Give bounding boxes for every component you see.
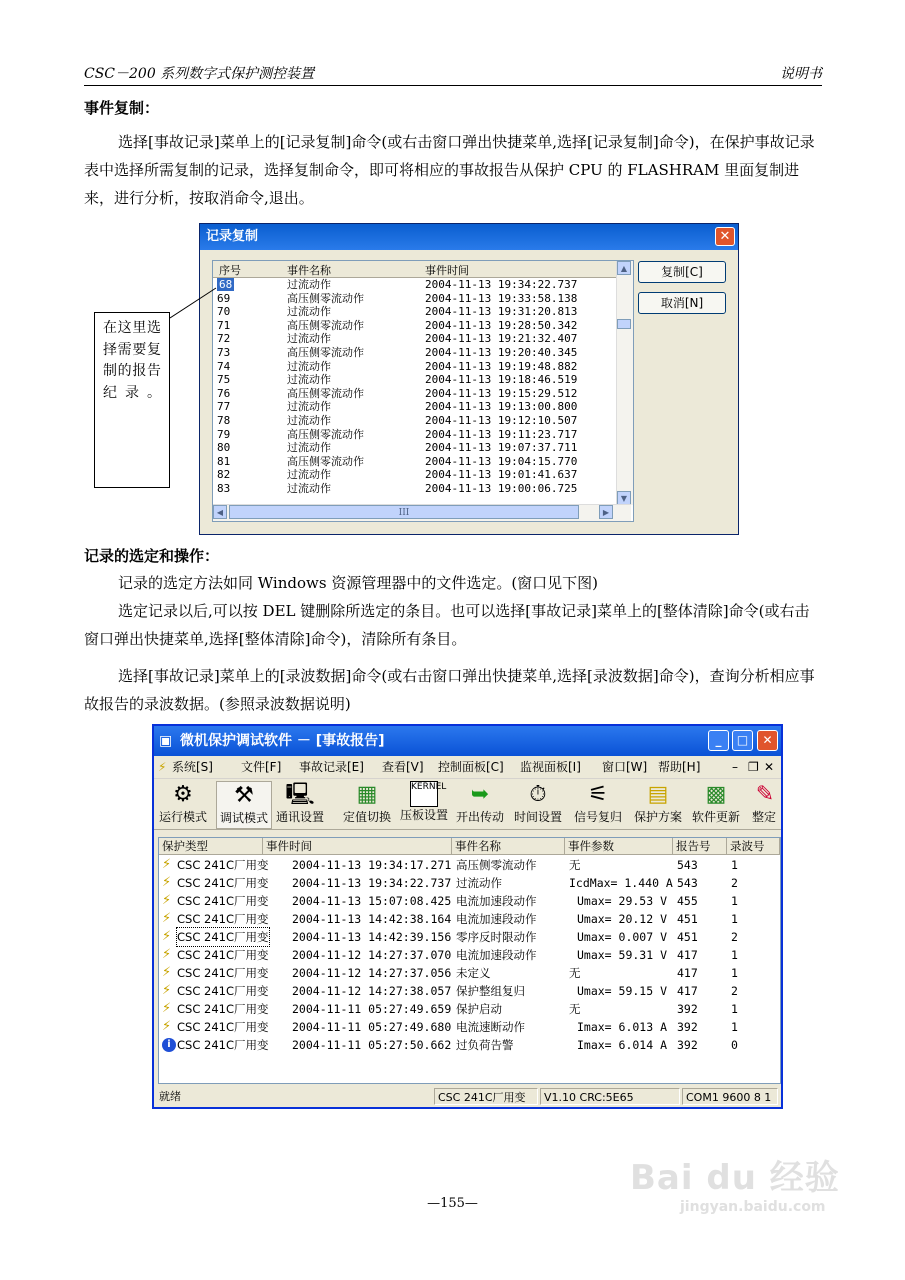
list-item[interactable] [213, 482, 616, 496]
watermark-brand: Bai du 经验 [630, 1158, 840, 1198]
table-row[interactable] [159, 1000, 780, 1018]
row-wave: 1 [731, 894, 738, 908]
row-report: 417 [677, 948, 698, 962]
table-row[interactable] [159, 874, 780, 892]
column-header[interactable]: 事件参数 [565, 838, 673, 854]
pen-icon: ✎ [755, 782, 775, 807]
lightning-icon: ⚡ [162, 929, 172, 944]
list-header [213, 261, 616, 278]
column-header[interactable]: 事件名称 [452, 838, 565, 854]
lightning-icon: ⚡ [162, 857, 172, 872]
row-event: 过流动作 [287, 468, 331, 482]
scroll-down-icon[interactable]: ▼ [617, 491, 631, 505]
list-item[interactable] [213, 441, 616, 455]
row-event: 过流动作 [287, 373, 331, 387]
row-time: 2004-11-12 14:27:37.056 [292, 966, 452, 980]
lightning-icon: ⚡ [162, 875, 172, 890]
row-event: 高压侧零流动作 [287, 318, 364, 332]
row-index: 71 [217, 318, 231, 332]
run-mode-button[interactable] [156, 781, 210, 827]
row-param: 无 [569, 966, 581, 980]
select-paragraph-1: 记录的选定方法如同 Windows 资源管理器中的文件选定。(窗口见下图) [118, 574, 599, 592]
row-time: 2004-11-11 05:27:49.659 [292, 1002, 452, 1016]
list-item[interactable] [213, 455, 616, 469]
cancel-button[interactable]: 取消[N] [638, 292, 726, 314]
tool-label: 压板设置 [399, 808, 448, 822]
menu-control[interactable]: 控制面板[C] [438, 760, 504, 774]
mdi-minimize-icon[interactable]: – [732, 760, 738, 774]
mdi-close-icon[interactable]: ✕ [764, 760, 775, 774]
tool-label: 调试模式 [219, 811, 268, 825]
lightning-icon: ⚡ [162, 947, 172, 962]
list-item[interactable] [213, 360, 616, 374]
list-item[interactable] [213, 319, 616, 333]
row-event: 过流动作 [287, 400, 331, 414]
circuit-icon: ▤ [647, 782, 669, 807]
baidu-watermark [630, 1150, 840, 1215]
row-event: 过流动作 [287, 441, 331, 455]
debug-mode-button[interactable] [216, 781, 272, 829]
table-row[interactable] [159, 1036, 780, 1054]
row-index: 73 [217, 346, 231, 359]
row-index: 72 [217, 332, 231, 346]
table-row[interactable] [159, 928, 780, 946]
row-time: 2004-11-12 14:27:37.070 [292, 948, 452, 962]
row-report: 417 [677, 984, 698, 998]
status-device: CSC 241C厂用变 [434, 1088, 538, 1105]
row-type: CSC 241C厂用变 [177, 948, 269, 962]
row-time: 2004-11-13 19:28:50.342 [425, 318, 578, 332]
row-index: 69 [217, 291, 231, 305]
list-item[interactable] [213, 414, 616, 428]
chip-icon: ▩ [705, 782, 727, 807]
row-event: 高压侧零流动作 [456, 858, 537, 872]
record-list[interactable] [212, 260, 634, 522]
menu-system[interactable]: 系统[S] [172, 760, 213, 774]
row-index: 75 [217, 373, 231, 387]
list-item[interactable] [213, 305, 616, 319]
row-time: 2004-11-13 19:19:48.882 [425, 359, 578, 373]
list-item[interactable] [213, 387, 616, 401]
kernel-label: KERNEL [411, 782, 447, 792]
close-icon[interactable]: ✕ [715, 227, 735, 246]
row-event: 高压侧零流动作 [287, 454, 364, 468]
lightning-icon: ⚡ [162, 911, 172, 926]
row-index: 74 [217, 359, 231, 373]
row-type: CSC 241C厂用变 [177, 1020, 269, 1034]
app-title: 微机保护调试软件 － [事故报告] [180, 733, 385, 749]
row-type: CSC 241C厂用变 [177, 984, 269, 998]
row-wave: 1 [731, 1002, 738, 1016]
tool-label: 开出传动 [455, 810, 504, 824]
row-report: 451 [677, 912, 698, 926]
row-report: 392 [677, 1038, 698, 1052]
row-wave: 1 [731, 1020, 738, 1034]
row-report: 455 [677, 894, 698, 908]
row-param: 无 [569, 858, 581, 872]
scroll-thumb[interactable] [617, 319, 631, 329]
table-row[interactable] [159, 964, 780, 982]
setting-switch-button[interactable] [340, 781, 394, 827]
row-time: 2004-11-13 19:01:41.637 [425, 468, 578, 482]
row-time: 2004-11-13 19:04:15.770 [425, 454, 578, 468]
menu-view[interactable]: 查看[V] [382, 760, 424, 774]
row-wave: 0 [731, 1038, 738, 1052]
row-param: Umax= 0.007 V [576, 930, 667, 944]
list-item[interactable] [213, 428, 616, 442]
table-row[interactable] [159, 892, 780, 910]
row-event: 高压侧零流动作 [287, 291, 364, 305]
row-type: CSC 241C厂用变 [177, 912, 269, 926]
scroll-hthumb[interactable]: III [229, 505, 579, 519]
plate-settings-button[interactable] [398, 781, 450, 827]
row-time: 2004-11-13 19:18:46.519 [425, 373, 578, 387]
maximize-icon[interactable]: □ [732, 730, 753, 751]
list-item[interactable] [213, 468, 616, 482]
list-item[interactable] [213, 278, 616, 292]
header-title: CSC－200 系列数字式保护测控装置 [84, 66, 315, 82]
table-header [159, 838, 780, 855]
row-event: 高压侧零流动作 [287, 386, 364, 400]
dialog-title: 记录复制 [206, 229, 259, 244]
row-index: 68 [219, 278, 233, 291]
clock-icon: ⏱ [529, 782, 547, 807]
row-event: 过流动作 [287, 414, 331, 427]
switch-icon: ▦ [356, 782, 378, 807]
row-index: 76 [217, 386, 231, 400]
vertical-scrollbar[interactable] [616, 261, 633, 505]
row-wave: 2 [731, 930, 738, 944]
tuning-button[interactable] [750, 781, 778, 827]
row-event: 过流动作 [287, 278, 331, 291]
time-settings-button[interactable] [510, 781, 566, 827]
comm-settings-button[interactable] [274, 781, 326, 827]
dialog-titlebar [200, 224, 738, 250]
row-index: 77 [217, 400, 231, 414]
row-param: Umax= 59.31 V [576, 948, 667, 962]
column-header[interactable]: 序号 [219, 264, 241, 277]
list-item[interactable] [213, 346, 616, 360]
app-window [152, 724, 783, 1109]
row-wave: 2 [731, 984, 738, 998]
row-time: 2004-11-11 05:27:50.662 [292, 1038, 452, 1052]
row-report: 543 [677, 858, 698, 872]
menu-monitor[interactable]: 监视面板[I] [520, 760, 581, 774]
row-wave: 1 [731, 858, 738, 872]
column-header[interactable]: 保护类型 [159, 838, 263, 854]
tool-label: 信号复归 [573, 810, 622, 824]
row-index: 78 [217, 414, 231, 427]
menu-bar [154, 756, 781, 779]
menu-records[interactable]: 事故记录[E] [299, 760, 364, 774]
row-type: CSC 241C厂用变 [177, 876, 269, 890]
row-event: 保护整组复归 [456, 984, 525, 998]
row-param: Umax= 29.53 V [576, 894, 667, 908]
status-ready: 就绪 [159, 1090, 181, 1103]
column-header[interactable]: 事件时间 [425, 264, 469, 277]
status-port: COM1 9600 8 1 [682, 1088, 778, 1105]
row-time: 2004-11-12 14:27:38.057 [292, 984, 452, 998]
row-type: CSC 241C厂用变 [177, 894, 269, 908]
row-time: 2004-11-13 19:00:06.725 [425, 482, 578, 495]
section-copy-paragraph: 选择[事故记录]菜单上的[记录复制]命令(或右击窗口弹出快捷菜单,选择[记录复制]命令)，在保护事故记录表中选择所需复制的记录，选择复制命令，即可将相应的事故报告从保护 CPU 的 FLASHRAM 里面复制进来，进行分析，按取消命令,退出。 [84, 133, 815, 207]
row-time: 2004-11-13 19:20:40.345 [425, 346, 578, 359]
lightning-icon: ⚡ [162, 1001, 172, 1016]
row-index: 70 [217, 305, 231, 319]
row-event: 高压侧零流动作 [287, 427, 364, 441]
row-type: CSC 241C厂用变 [177, 1002, 269, 1016]
output-drive-button[interactable] [454, 781, 506, 827]
row-event: 电流加速段动作 [456, 912, 537, 926]
row-time: 2004-11-13 19:34:22.737 [292, 876, 452, 890]
menu-help[interactable]: 帮助[H] [658, 760, 701, 774]
row-param: Umax= 20.12 V [576, 912, 667, 926]
row-event: 电流速断动作 [456, 1020, 525, 1034]
select-paragraph-3: 选择[事故记录]菜单上的[录波数据]命令(或右击窗口弹出快捷菜单,选择[录波数据]命令)，查询分析相应事故报告的录波数据。(参照录波数据说明) [84, 667, 815, 713]
column-header[interactable]: 事件时间 [263, 838, 452, 854]
table-row[interactable] [159, 856, 780, 874]
list-item[interactable] [213, 373, 616, 387]
copy-button[interactable]: 复制[C] [638, 261, 726, 283]
row-param: 无 [569, 1002, 581, 1016]
row-event: 高压侧零流动作 [287, 346, 364, 359]
status-version: V1.10 CRC:5E65 [540, 1088, 680, 1105]
row-type: CSC 241C厂用变 [177, 858, 269, 872]
info-icon: i [162, 1038, 176, 1052]
column-header[interactable]: 事件名称 [287, 264, 331, 277]
row-report: 543 [677, 876, 698, 890]
section-title-select: 记录的选定和操作： [84, 547, 220, 565]
close-icon[interactable]: ✕ [757, 730, 778, 751]
row-report: 417 [677, 966, 698, 980]
software-update-button[interactable] [688, 781, 744, 827]
computer-icon: 🖳 [285, 782, 315, 807]
row-time: 2004-11-13 19:34:17.271 [292, 858, 452, 872]
menu-file[interactable]: 文件[F] [241, 760, 282, 774]
horizontal-scrollbar[interactable] [213, 504, 631, 521]
tool-label: 整定 [751, 810, 776, 824]
row-param: Imax= 6.013 A [576, 1020, 667, 1034]
app-titlebar [154, 726, 781, 756]
tool-label: 通讯设置 [275, 810, 324, 824]
row-wave: 1 [731, 948, 738, 962]
lightning-icon: ⚡ [162, 983, 172, 998]
row-wave: 1 [731, 966, 738, 980]
row-time: 2004-11-13 14:42:38.164 [292, 912, 452, 926]
row-event: 过流动作 [287, 359, 331, 373]
row-time: 2004-11-13 19:12:10.507 [425, 414, 578, 427]
row-index: 82 [217, 468, 231, 482]
menu-window[interactable]: 窗口[W] [602, 760, 648, 774]
list-item[interactable] [213, 400, 616, 414]
row-event: 过流动作 [287, 332, 331, 346]
tool-label: 软件更新 [691, 810, 740, 824]
toolbar [154, 779, 781, 830]
row-time: 2004-11-13 15:07:08.425 [292, 894, 452, 908]
row-wave: 2 [731, 876, 738, 890]
row-event: 未定义 [456, 966, 491, 980]
watermark-url: jingyan.baidu.com [680, 1199, 826, 1215]
tool-label: 保护方案 [633, 810, 682, 824]
row-time: 2004-11-13 14:42:39.156 [292, 930, 452, 944]
row-type: CSC 241C厂用变 [177, 966, 269, 980]
column-header[interactable]: 报告号 [673, 838, 727, 854]
lightning-icon: ⚡ [162, 1019, 172, 1034]
page-header [84, 61, 822, 86]
scroll-left-icon[interactable]: ◀ [213, 505, 227, 519]
column-header[interactable]: 录波号 [727, 838, 780, 854]
row-type: CSC 241C厂用变 [177, 930, 269, 944]
table-row[interactable] [159, 946, 780, 964]
row-time: 2004-11-13 19:13:00.800 [425, 400, 578, 414]
row-param: IcdMax= 1.440 A [569, 876, 673, 890]
app-icon: ▣ [159, 733, 173, 749]
signal-reset-button[interactable] [570, 781, 626, 827]
row-event: 过流动作 [287, 482, 331, 495]
row-event: 过流动作 [287, 305, 331, 319]
scroll-right-icon[interactable]: ▶ [599, 505, 613, 519]
row-type: CSC 241C厂用变 [177, 1038, 269, 1052]
row-time: 2004-11-13 19:34:22.737 [425, 278, 578, 291]
row-time: 2004-11-13 19:31:20.813 [425, 305, 578, 319]
tool-label: 定值切换 [342, 810, 391, 824]
row-event: 零序反时限动作 [456, 930, 537, 944]
arrow-down-icon: ➥ [470, 782, 490, 807]
row-report: 451 [677, 930, 698, 944]
section-title-copy: 事件复制： [84, 99, 160, 117]
status-bar [154, 1087, 781, 1107]
row-event: 电流加速段动作 [456, 894, 537, 908]
lightning-icon: ⚡ [162, 965, 172, 980]
page-number: —155— [427, 1196, 478, 1211]
table-row[interactable] [159, 910, 780, 928]
list-item[interactable] [213, 292, 616, 306]
row-time: 2004-11-13 19:15:29.512 [425, 386, 578, 400]
menu-app-icon: ⚡ [158, 760, 167, 774]
row-time: 2004-11-13 19:07:37.711 [425, 441, 578, 455]
row-event: 电流加速段动作 [456, 948, 537, 962]
record-copy-dialog [199, 223, 739, 535]
protection-scheme-button[interactable] [630, 781, 686, 827]
table-row[interactable] [159, 1018, 780, 1036]
kernel-icon [410, 781, 447, 807]
tool-label: 运行模式 [158, 810, 207, 824]
row-time: 2004-11-13 19:21:32.407 [425, 332, 578, 346]
row-time: 2004-11-13 19:11:23.717 [425, 427, 578, 441]
scroll-up-icon[interactable]: ▲ [617, 261, 631, 275]
speaker-icon: ⚟ [588, 782, 608, 807]
row-report: 392 [677, 1020, 698, 1034]
row-wave: 1 [731, 912, 738, 926]
row-time: 2004-11-13 19:33:58.138 [425, 291, 578, 305]
row-report: 392 [677, 1002, 698, 1016]
header-right: 说明书 [780, 66, 822, 82]
row-param: Umax= 59.15 V [576, 984, 667, 998]
row-event: 过流动作 [456, 876, 502, 890]
row-index: 80 [217, 441, 231, 455]
list-item[interactable] [213, 332, 616, 346]
select-paragraph-2: 选定记录以后,可以按 DEL 键删除所选定的条目。也可以选择[事故记录]菜单上的[整体清除]命令(或右击窗口弹出快捷菜单,选择[整体清除]命令)，清除所有条目。 [84, 602, 810, 648]
table-row[interactable] [159, 982, 780, 1000]
callout-note: 在这里选择需要复制的报告纪录。 [94, 312, 170, 488]
row-param: Imax= 6.014 A [576, 1038, 667, 1052]
row-index: 83 [217, 482, 231, 495]
row-event: 保护启动 [456, 1002, 502, 1016]
tools-icon: ⚒ [234, 783, 254, 808]
tool-label: 时间设置 [513, 810, 562, 824]
event-table[interactable] [158, 837, 781, 1084]
row-index: 79 [217, 427, 231, 441]
callout-pointer [170, 286, 220, 326]
gear-icon: ⚙ [173, 782, 193, 807]
row-time: 2004-11-11 05:27:49.680 [292, 1020, 452, 1034]
row-event: 过负荷告警 [456, 1038, 514, 1052]
mdi-restore-icon[interactable]: ❐ [748, 760, 759, 774]
minimize-icon[interactable]: _ [708, 730, 729, 751]
row-index: 81 [217, 454, 231, 468]
lightning-icon: ⚡ [162, 893, 172, 908]
